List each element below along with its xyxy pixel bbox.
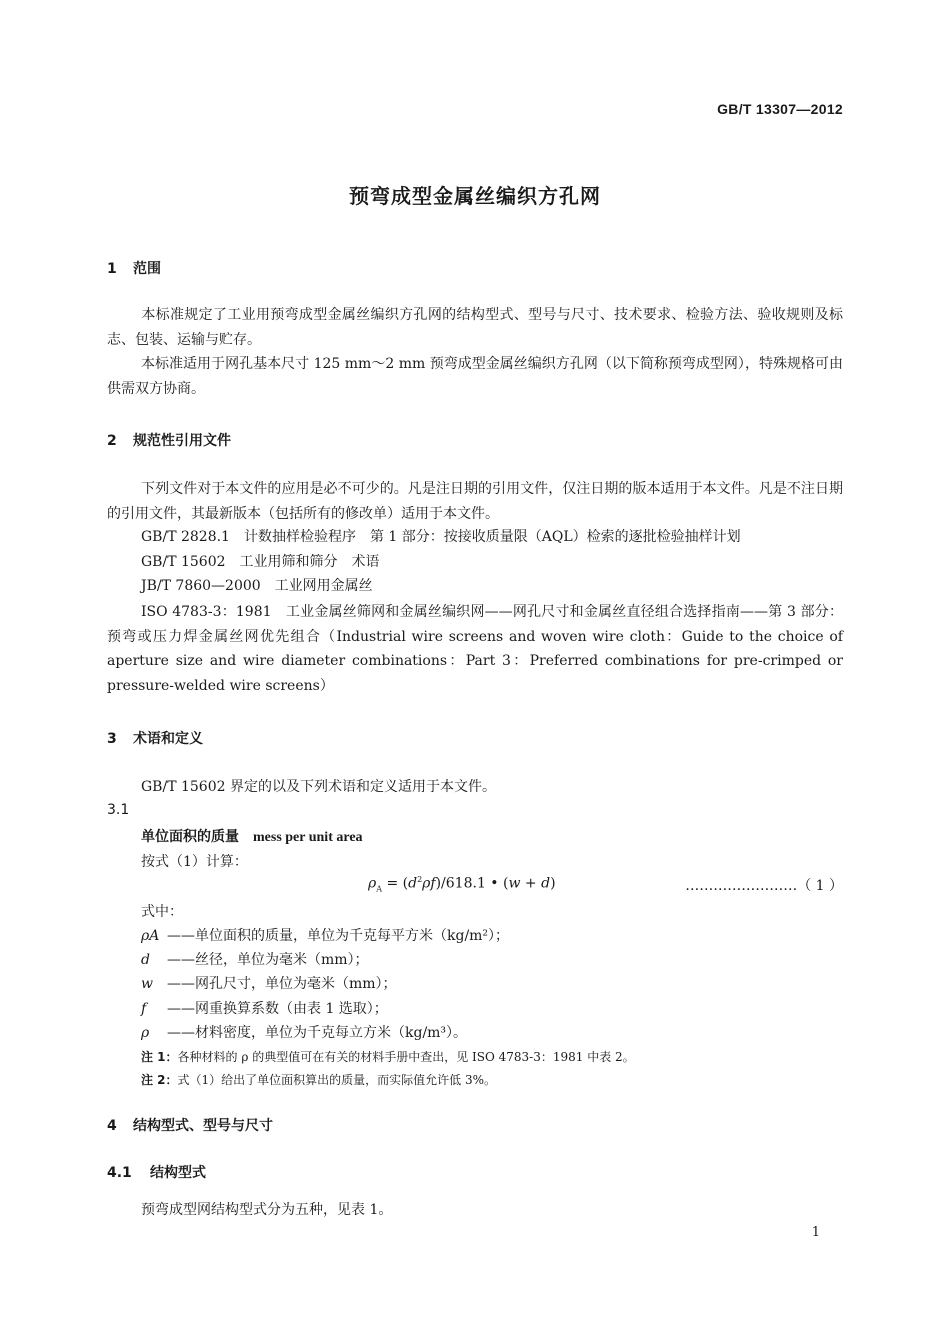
section-3-paragraph: GB/T 15602 界定的以及下列术语和定义适用于本文件。 <box>141 779 496 795</box>
reference-item: JB/T 7860—2000 工业网用金属丝 <box>141 578 373 594</box>
variable-symbol: w <box>141 976 153 992</box>
variable-description: ——单位面积的质量，单位为千克每平方米（kg/m²）； <box>167 928 510 944</box>
note-2 <box>141 1071 496 1088</box>
section-2-paragraph-text: 下列文件对于本文件的应用是必不可少的。凡是注日期的引用文件，仅注日期的版本适用于本文件。凡是不注日期的引用文件，其最新版本（包括所有的修改单）适用于本文件。 <box>107 481 843 522</box>
variable-symbol: ρA <box>141 928 160 944</box>
section-1-paragraph-2-text: 本标准适用于网孔基本尺寸 125 mm～2 mm 预弯成型金属丝编织方孔网（以下简称预弯成型网），特殊规格可由供需双方协商。 <box>107 356 843 397</box>
section-1-paragraph-2 <box>107 352 843 401</box>
reference-iso <box>107 600 843 698</box>
section-4-heading <box>107 1115 273 1135</box>
variable-symbol: f <box>141 1001 147 1017</box>
section-3-heading <box>107 728 203 748</box>
term-chinese: 单位面积的质量 <box>141 829 239 845</box>
variable-description: ——网孔尺寸，单位为毫米（mm）； <box>167 976 397 992</box>
variable-definition <box>141 1022 467 1042</box>
clause-4-1-number: 4.1 <box>107 1165 132 1181</box>
term-entry <box>141 826 363 846</box>
variable-symbol: d <box>141 952 150 968</box>
section-1-heading <box>107 258 161 278</box>
page-number: 1 <box>811 1225 820 1240</box>
variable-description: ——网重换算系数（由表 1 选取）； <box>167 1001 388 1017</box>
term-english: mess per unit area <box>253 830 363 845</box>
section-1-title: 范围 <box>133 261 161 277</box>
formula-number: ……………………（ 1 ） <box>685 878 843 894</box>
section-4-number: 4 <box>107 1118 117 1134</box>
section-1-number: 1 <box>107 261 117 277</box>
section-1-paragraph-1 <box>107 303 843 352</box>
reference-item: GB/T 2828.1 计数抽样检验程序 第 1 部分：按接收质量限（AQL）检索的逐批检验抽样计划 <box>141 529 741 545</box>
section-2-title: 规范性引用文件 <box>133 433 231 449</box>
section-4-title: 结构型式、型号与尺寸 <box>133 1118 273 1134</box>
formula: $\rho_A = (d^2\rho f)/618.1$ • (w + d) <box>368 875 556 894</box>
note-2-label: 注 2： <box>141 1073 178 1087</box>
clause-4-1-title: 结构型式 <box>150 1165 206 1181</box>
variable-symbol: ρ <box>141 1025 150 1041</box>
section-2-heading <box>107 430 231 450</box>
calc-intro: 按式（1）计算： <box>141 854 248 870</box>
section-1-paragraph-1-text: 本标准规定了工业用预弯成型金属丝编织方孔网的结构型式、型号与尺寸、技术要求、检验方法、验收规则及标志、包装、运输与贮存。 <box>107 307 843 348</box>
section-2-number: 2 <box>107 433 117 449</box>
variable-definition <box>141 949 369 969</box>
variable-definition <box>141 998 388 1018</box>
standard-code: GB/T 13307—2012 <box>717 101 843 117</box>
note-1 <box>141 1048 635 1065</box>
variable-description: ——丝径，单位为毫米（mm）； <box>167 952 369 968</box>
reference-item: GB/T 15602 工业用筛和筛分 术语 <box>141 554 380 570</box>
section-3-number: 3 <box>107 731 117 747</box>
reference-iso-text: ISO 4783-3：1981 工业金属丝筛网和金属丝编织网——网孔尺寸和金属丝直径组合选择指南——第 3 部分：预弯或压力焊金属丝网优先组合（Industrial wire screens and woven wire cloth：Guide to the choice of aperture size and wire diameter combinations：Part 3：Preferred combinations for pre-crimped or pressure-welded wire screens） <box>107 604 843 694</box>
variable-definition <box>141 973 397 993</box>
clause-4-1-heading <box>107 1162 206 1182</box>
note-2-text: 式（1）给出了单位面积算出的质量，而实际值允许低 3%。 <box>177 1073 497 1087</box>
section-4-paragraph: 预弯成型网结构型式分为五种，见表 1。 <box>141 1202 393 1218</box>
note-1-label: 注 1： <box>141 1050 178 1064</box>
variable-definition <box>141 925 509 945</box>
note-1-text: 各种材料的 ρ 的典型值可在有关的材料手册中查出，见 ISO 4783-3：1981 中表 2。 <box>177 1050 635 1064</box>
where-label: 式中： <box>141 904 183 920</box>
clause-3-1-number: 3.1 <box>107 802 130 818</box>
document-title: 预弯成型金属丝编织方孔网 <box>349 184 601 208</box>
section-2-paragraph <box>107 477 843 526</box>
variable-description: ——材料密度，单位为千克每立方米（kg/m³）。 <box>167 1025 468 1041</box>
section-3-title: 术语和定义 <box>133 731 203 747</box>
